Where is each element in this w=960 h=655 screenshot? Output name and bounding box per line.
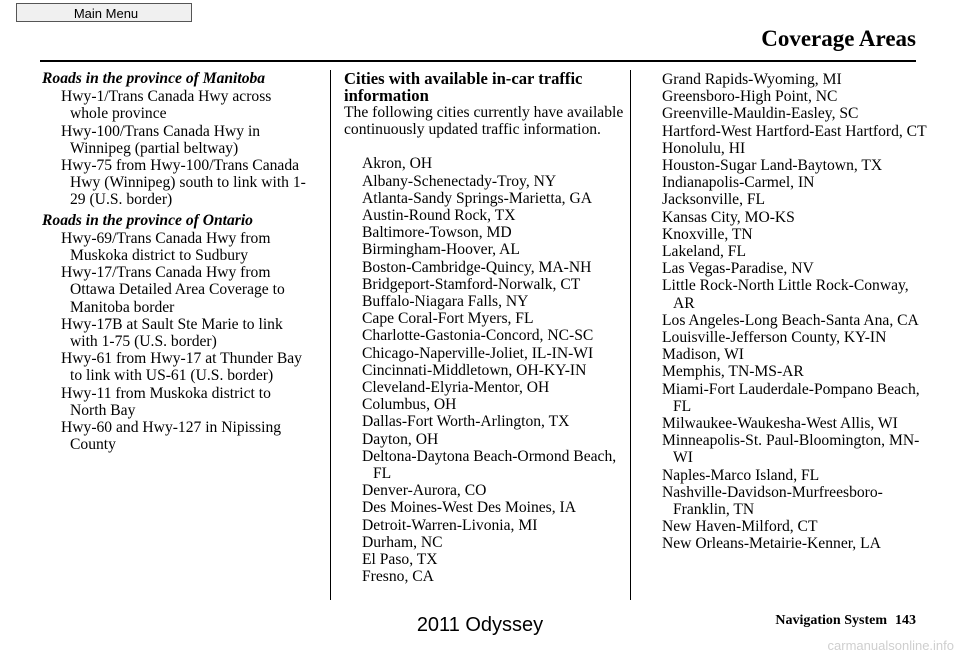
road-item: Hwy-17/Trans Canada Hwy from Ottawa Detailed Area Coverage to Manitoba border	[61, 264, 285, 316]
city-item: Lakeland, FL	[662, 243, 747, 261]
city-list-1	[344, 155, 626, 585]
city-item: Atlanta-Sandy Springs-Marietta, GA	[362, 189, 592, 207]
city-item: Milwaukee-Waukesha-West Allis, WI	[662, 415, 898, 433]
model-watermark: 2011 Odyssey	[416, 614, 544, 636]
city-item: Dallas-Fort Worth-Arlington, TX	[362, 413, 570, 431]
city-item: Minneapolis-St. Paul-Bloomington, MN-WI	[662, 432, 920, 467]
city-item: Chicago-Naperville-Joliet, IL-IN-WI	[362, 344, 594, 362]
column-divider-2	[630, 70, 631, 600]
title-rule	[40, 60, 916, 62]
city-item: Honolulu, HI	[662, 139, 746, 157]
city-item: Jacksonville, FL	[662, 191, 766, 209]
city-item: Indianapolis-Carmel, IN	[662, 174, 815, 192]
city-item: Fresno, CA	[362, 568, 434, 586]
city-item: Los Angeles-Long Beach-Santa Ana, CA	[662, 311, 919, 329]
manitoba-heading: Roads in the province of Manitoba	[42, 70, 266, 87]
page-title: Coverage Areas	[761, 26, 916, 51]
city-item: Albany-Schenectady-Troy, NY	[362, 172, 557, 190]
manitoba-road-list	[42, 88, 310, 208]
road-item: Hwy-11 from Muskoka district to North Bay	[61, 384, 271, 419]
city-item: Houston-Sugar Land-Baytown, TX	[662, 157, 883, 175]
city-item: Memphis, TN-MS-AR	[662, 363, 804, 381]
traffic-cities-heading: Cities with available in-car traffic information	[344, 69, 583, 105]
city-item: Las Vegas-Paradise, NV	[662, 260, 814, 278]
road-item: Hwy-75 from Hwy-100/Trans Canada Hwy (Winnipeg) south to link with 1-29 (U.S. border)	[61, 157, 306, 209]
city-item: Austin-Round Rock, TX	[362, 207, 516, 225]
city-item: Grand Rapids-Wyoming, MI	[662, 71, 842, 88]
city-item: Durham, NC	[362, 533, 443, 551]
city-item: Cape Coral-Fort Myers, FL	[362, 310, 534, 328]
city-item: Charlotte-Gastonia-Concord, NC-SC	[362, 327, 594, 345]
city-item: Des Moines-West Des Moines, IA	[362, 499, 576, 517]
city-item: Nashville-Davidson-Murfreesboro-Franklin, TN	[662, 483, 883, 519]
city-item: Hartford-West Hartford-East Hartford, CT	[662, 122, 927, 140]
road-coverage-column	[42, 70, 310, 453]
city-item: Buffalo-Niagara Falls, NY	[362, 293, 529, 311]
city-item: Cincinnati-Middletown, OH-KY-IN	[362, 361, 587, 379]
site-watermark: carmanualsonline.info	[827, 638, 954, 653]
ontario-heading: Roads in the province of Ontario	[42, 211, 253, 229]
city-item: Detroit-Warren-Livonia, MI	[362, 516, 538, 534]
column-divider-1	[330, 70, 331, 600]
city-item: Columbus, OH	[362, 396, 457, 414]
city-item: Akron, OH	[362, 155, 433, 173]
traffic-cities-intro: The following cities currently have available continuously updated traffic information.	[344, 104, 624, 139]
city-item: Bridgeport-Stamford-Norwalk, CT	[362, 275, 581, 293]
traffic-cities-column	[344, 70, 626, 585]
city-item: Dayton, OH	[362, 430, 439, 448]
city-item: Louisville-Jefferson County, KY-IN	[662, 329, 887, 347]
road-item: Hwy-100/Trans Canada Hwy in Winnipeg (partial beltway)	[61, 122, 261, 157]
city-item: Boston-Cambridge-Quincy, MA-NH	[362, 258, 592, 276]
ontario-road-list	[42, 230, 310, 454]
page-number: 143	[895, 613, 916, 628]
city-item: Baltimore-Towson, MD	[362, 224, 512, 242]
city-item: Miami-Fort Lauderdale-Pompano Beach, FL	[662, 380, 920, 415]
city-item: Greensboro-High Point, NC	[662, 88, 838, 106]
city-item: El Paso, TX	[362, 551, 438, 569]
footer-section-label: Navigation System	[775, 613, 887, 628]
city-item: Deltona-Daytona Beach-Ormond Beach, FL	[362, 447, 617, 483]
city-item: Naples-Marco Island, FL	[662, 466, 820, 484]
city-item: Greenville-Mauldin-Easley, SC	[662, 105, 859, 123]
city-item: New Orleans-Metairie-Kenner, LA	[662, 535, 881, 553]
city-item: Cleveland-Elyria-Mentor, OH	[362, 379, 550, 397]
road-item: Hwy-1/Trans Canada Hwy across whole province	[61, 88, 272, 123]
road-item: Hwy-69/Trans Canada Hwy from Muskoka district to Sudbury	[61, 229, 271, 265]
main-menu-button[interactable]: Main Menu	[16, 3, 192, 22]
city-item: Denver-Aurora, CO	[362, 482, 487, 500]
city-item: Little Rock-North Little Rock-Conway, AR	[662, 277, 909, 312]
city-item: Birmingham-Hoover, AL	[362, 241, 520, 259]
city-list-2	[662, 71, 932, 553]
city-item: Madison, WI	[662, 346, 745, 364]
road-item: Hwy-17B at Sault Ste Marie to link with 1-75 (U.S. border)	[61, 315, 283, 351]
city-item: New Haven-Milford, CT	[662, 518, 818, 536]
city-item: Knoxville, TN	[662, 225, 753, 243]
road-item: Hwy-61 from Hwy-17 at Thunder Bay to link with US-61 (U.S. border)	[61, 350, 302, 385]
traffic-cities-column-continued	[662, 71, 932, 553]
city-item: Kansas City, MO-KS	[662, 208, 795, 226]
road-item: Hwy-60 and Hwy-127 in Nipissing County	[61, 419, 282, 454]
